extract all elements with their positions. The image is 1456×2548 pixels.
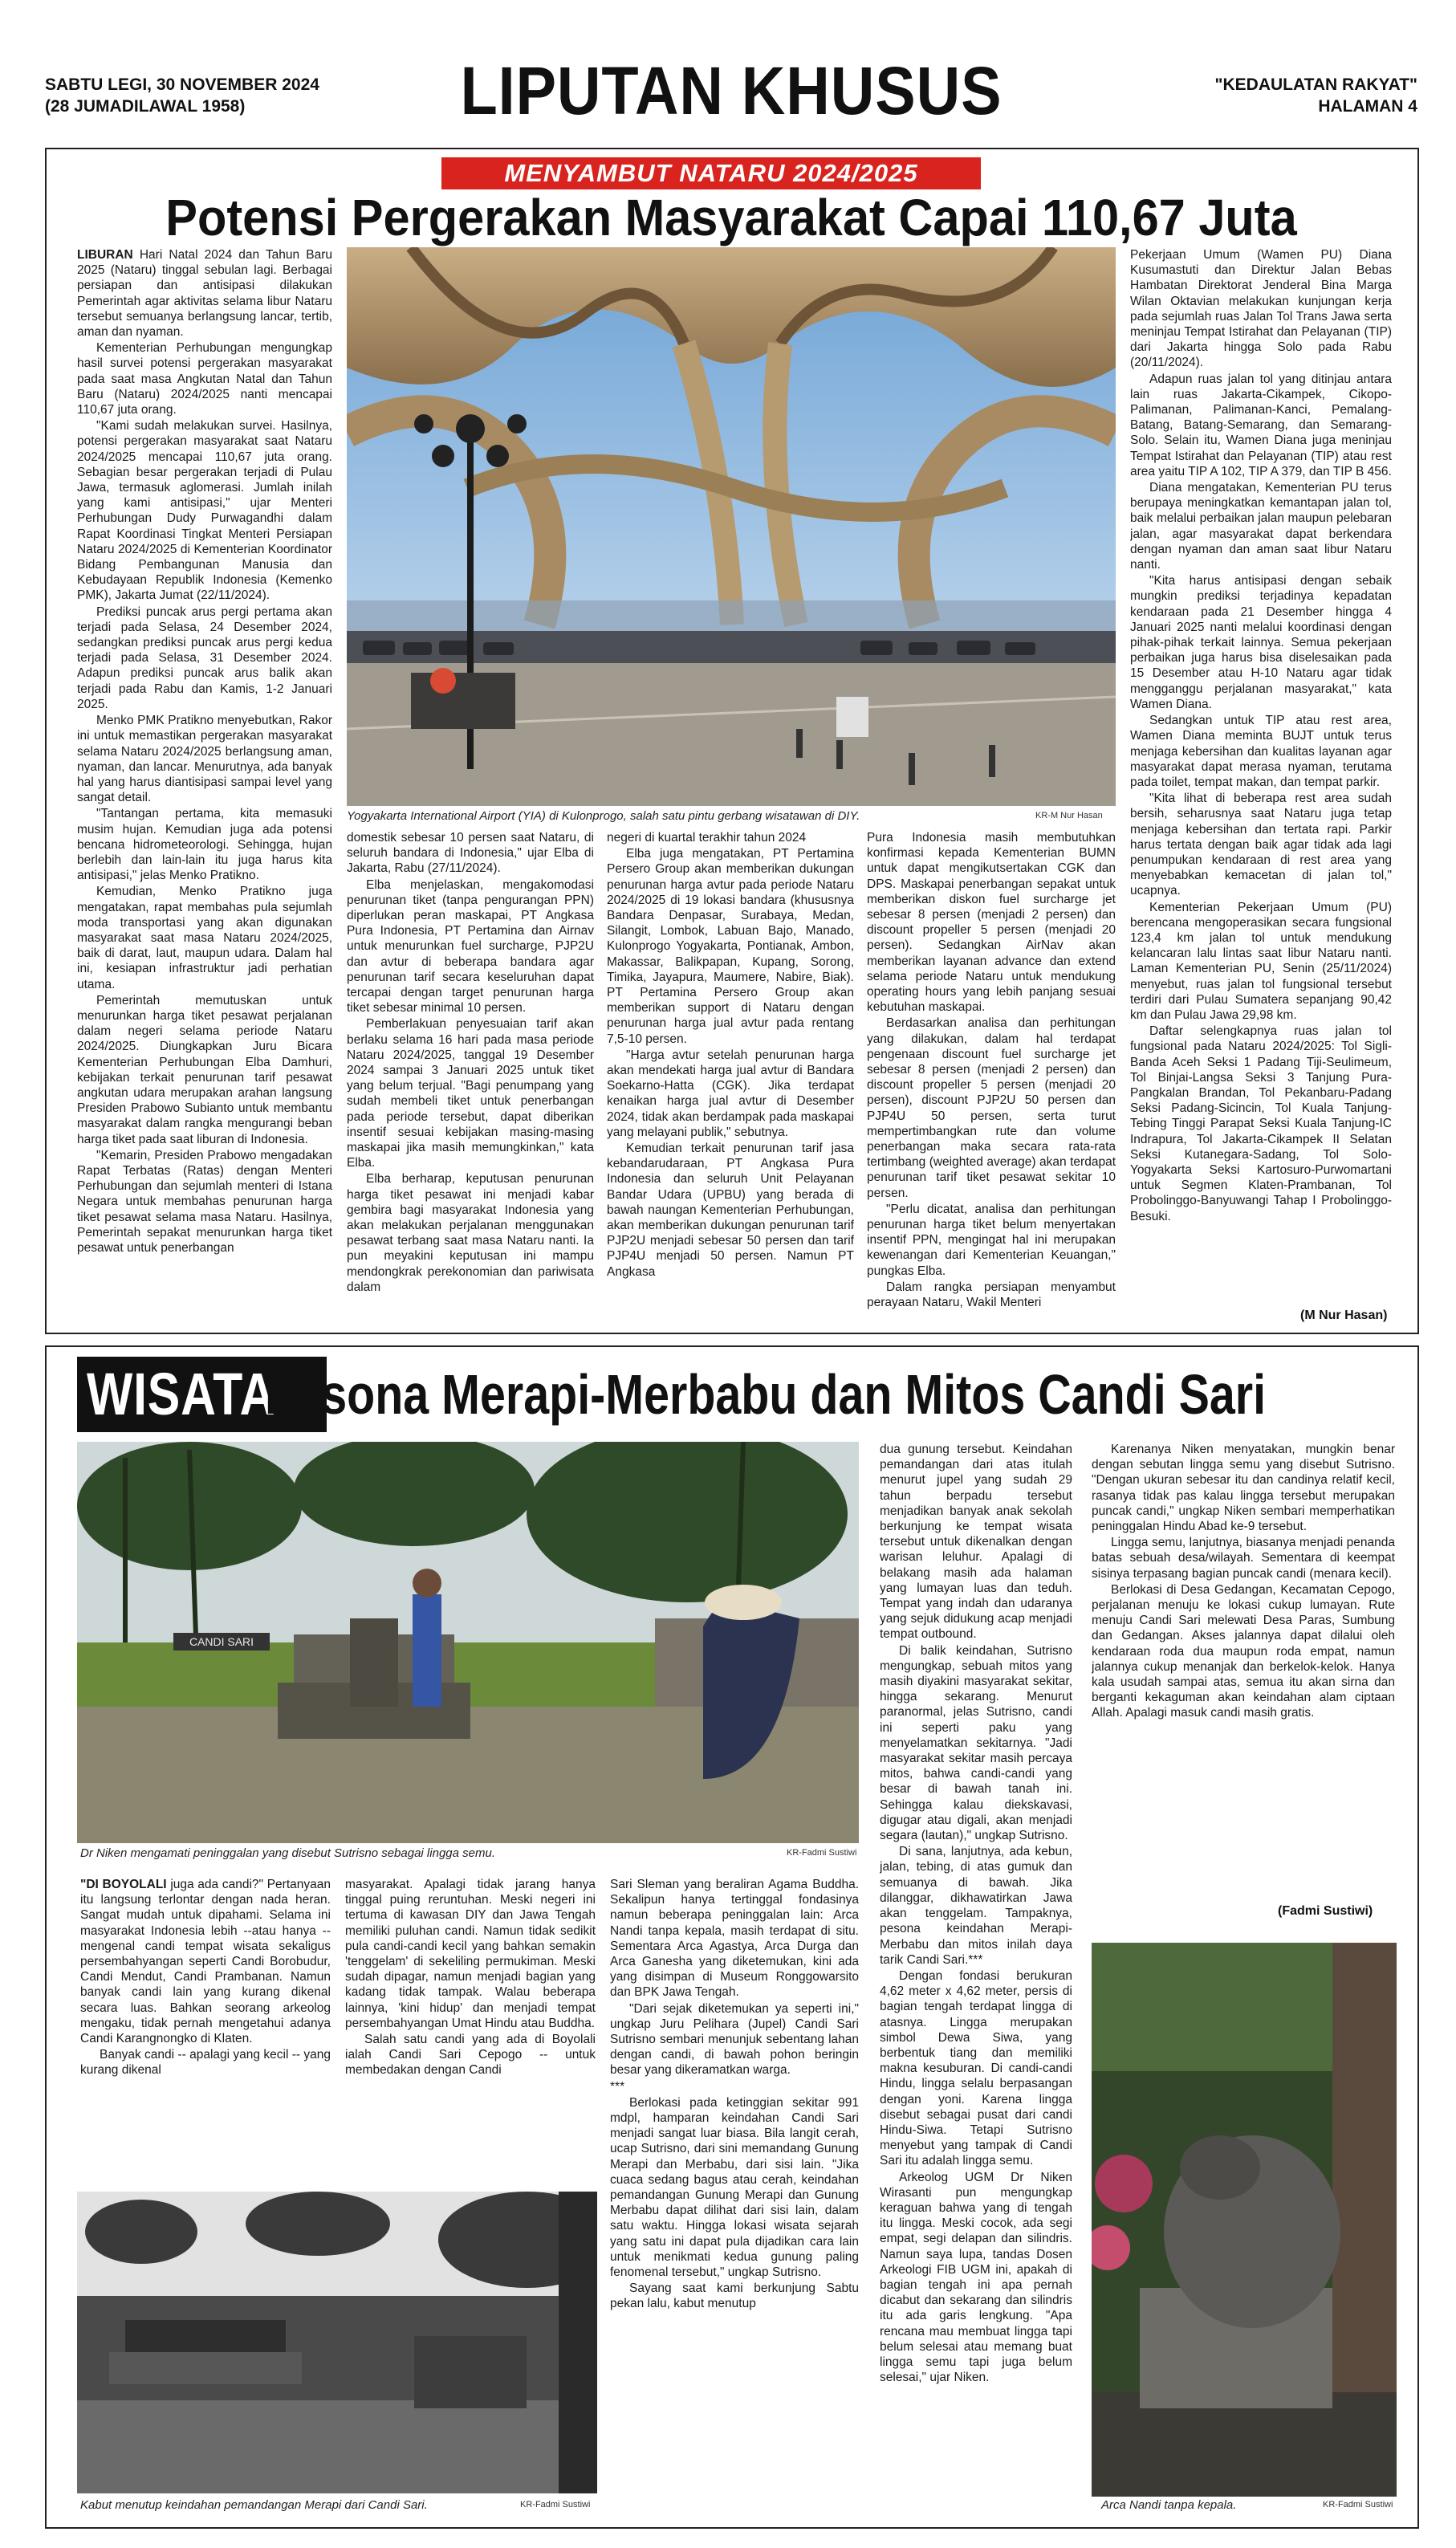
article2-paragraph: Dengan fondasi berukuran 4,62 meter x 4,62 meter, persis di bagian tengah terdapat lingga di atasnya. Lingga merupakan simbol Dewa Siwa, yang berbentuk tiang dan memiliki makna kesuburan. Di candi-candi Hindu, lingga selalu berpasangan dengan yoni. Karena lingga disebut sebagai pusat dari candi Hindu-Siwa. Tetapi Sutrisno menyebut yang tampak di Candi Sari itu adalah lingga semu. <box>880 1968 1072 2168</box>
airport-photo <box>347 247 1116 806</box>
article2-paragraph: Di balik keindahan, Sutrisno mengungkap, sebuah mitos yang masih diyakini masyarakat sekitar, hingga sekarang. Menurut paranormal, jelas Sutrisno, candi ini seperti paku yang menyelamatkan sekitarnya. "Jadi masyarakat sekitar masih percaya mitos, bahwa candi-candi yang besar di bawah tanah ini. Sehingga kalau diekskavasi, digugar atau digali, akan menjadi segara (lautan)," ungkap Sutrisno. <box>880 1643 1072 1843</box>
article2-paragraph: masyarakat. Apalagi tidak jarang hanya tinggal puing reruntuhan. Meski negeri ini tertuma di kawasan DIY dan Jawa Tengah memiliki puluhan candi. Namun tidak sedikit pula candi-candi kecil yang bahkan semakin 'tenggelam' di sekeliling permukiman. Meski sudah dipagar, namun menjadi bagian yang kadang tidak tampak. Walau beberapa lainnya, 'kini hidup' dan menjadi tempat persembahyangan Umat Hindu atau Buddha. <box>345 1878 596 2030</box>
candi-sari-sign: CANDI SARI <box>189 1635 254 1648</box>
section-title: LIPUTAN KHUSUS <box>460 53 1003 128</box>
arca-nandi-photo <box>1092 1943 1397 2497</box>
article1-paragraph: Dalam rangka persiapan menyambut perayaan Nataru, Wakil Menteri <box>867 1280 1116 1310</box>
article1-paragraph: Kemudian, Menko Pratikno juga mengatakan, rapat membahas pula sejumlah moda transportasi yang akan digunakan masyarakat saat masa Nataru 2024/2025, baik di darat, laut, maupun udara. Dalam hal ini, kesiapan infrastruktur jadi perhatian utama. <box>77 885 332 991</box>
arca-nandi-credit: KR-Fadmi Sustiwi <box>1323 2500 1393 2509</box>
candi-sari-illustration <box>77 1442 859 1843</box>
article1-paragraph: Elba menjelaskan, mengakomodasi penurunan tiket (tanpa pengurangan PPN) diperlukan peran maskapai, PT Angkasa Pura Indonesia, PT Pertamina dan Airnav untuk menurunkan fuel surcharge, PJP2U dan avtur di beberapa bandara agar penurunan tarif secara keseluruhan dapat tercapai dengan target penurunan harga tiket sebesar minimal 10 persen. <box>347 877 594 1016</box>
article1-paragraph: "Kami sudah melakukan survei. Hasilnya, potensi pergerakan masyarakat saat Nataru 2024/2025 mencapai 110,67 juta orang. Sebagian besar pergerakan terjadi di Pulau Jawa, termasuk aglomerasi. Jumlah inilah yang kami antisipasi," ujar Menteri Perhubungan Dudy Purwagandhi dalam Rapat Koordinasi Tingkat Menteri Persiapan Nataru 2024/2025 di Kementerian Koordinator Bidang Pembangunan Manusia dan Kebudayaan Republik Indonesia (Kemenko PMK), Jakarta Jumat (22/11/2024). <box>77 419 332 603</box>
airport-photo-credit: KR-M Nur Hasan <box>1035 811 1103 820</box>
candi-sari-photo <box>77 1442 859 1843</box>
article2-paragraph: Lingga semu, lanjutnya, biasanya menjadi penanda batas sebuah desa/wilayah. Sementara di keempat sisinya terpasang bagian puncak candi (menara kecil). <box>1092 1536 1395 1581</box>
article2-paragraph: "Dari sejak diketemukan ya seperti ini," ungkap Juru Pelihara (Jupel) Candi Sari Sutrisno sembari menunjuk sebentang lahan dengan candi, di bawah pohon beringin besar yang dikeramatkan warga. <box>610 2001 859 2078</box>
article2-paragraph: Sari Sleman yang beraliran Agama Buddha. Sekalipun hanya tertinggal fondasinya namun beberapa peninggalan lain: Arca Nandi tanpa kepala, masih terdapat di situ. Sementara Arca Agastya, Arca Durga dan Arca Ganesha yang diketemukan, kini ada yang disimpan di Museum Ronggowarsito dan BPK Jawa Tengah. <box>610 1878 859 2000</box>
article2-paragraph: Banyak candi -- apalagi yang kecil -- yang kurang dikenal <box>80 2048 331 2078</box>
article1-paragraph: Prediksi puncak arus pergi pertama akan terjadi pada Selasa, 24 Desember 2024, sedangkan prediksi puncak arus pergi kedua terjadi pada Selasa, 31 Desember 2024. Adapun prediksi puncak arus balik akan terjadi pada Rabu dan Kamis, 1-2 Januari 2025. <box>77 604 332 711</box>
article2-paragraph: Berlokasi pada ketinggian sekitar 991 mdpl, hamparan keindahan Candi Sari menjadi sangat luar biasa. Bila langit cerah, ucap Sutrisno, dari sini memandang Gunung Merapi dan Merbabu, dari sisi lain. "Jika cuaca sedang bagus atau cerah, keindahan pemandangan Gunung Merapi dan Gunung Merbabu dapat dilihat dari sisi lain, dalam satu waktu. Hingga lokasi wisata sejarah yang satu ini dapat pula dijadikan cara lain untuk menikmati kedua gunung paling fenomenal tersebut," ungkap Sutrisno. <box>610 2095 859 2280</box>
article1-paragraph: "Perlu dicatat, analisa dan perhitungan penurunan harga tiket belum menyertakan insentif PPN, mengingat hal ini merupakan kewenangan dari Kementerian Keuangan," pungkas Elba. <box>867 1202 1116 1278</box>
article-kicker: MENYAMBUT NATARU 2024/2025 <box>441 157 981 189</box>
article1-paragraph: "Kita harus antisipasi dengan sebaik mungkin prediksi terjadinya kepadatan kendaraan pada 21 Desember hingga 4 Januari 2025 nanti melalui koordinasi dengan pihak-pihak terkait lainnya. Semua pekerjaan perbaikan juga harus bisa diselesaikan pada 15 Desember atau H-10 Nataru agar tidak mengganggu perjalanan masyarakat," kata Wamen Diana. <box>1130 574 1392 711</box>
article1-paragraph: Adapun ruas jalan tol yang ditinjau antara lain ruas Jakarta-Cikampek, Cikopo-Palimanan, Palimanan-Kanci, Pemalang-Batang, Batang-Semarang, dan Semarang-Solo. Selain itu, Wamen Diana juga meninjau Tempat Istirahat dan Pelayanan (TIP) atau rest area yaitu TIP A 102, TIP A 379, dan TIP B 456. <box>1130 372 1392 478</box>
airport-photo-caption: Yogyakarta International Airport (YIA) di Kulonprogo, salah satu pintu gerbang wisatawan di DIY. <box>347 809 860 823</box>
article1-column-4 <box>867 830 1116 1328</box>
article1-byline: (M Nur Hasan) <box>1300 1309 1388 1322</box>
article2-column-3 <box>610 1877 859 2511</box>
date-line: SABTU LEGI, 30 NOVEMBER 2024 <box>45 75 319 94</box>
article1-paragraph: "Tantangan pertama, kita memasuki musim hujan. Kemudian juga ada potensi bencana hidrometeorologi. Sehingga, hujan berlebih dan lain-lain itu juga harus kita antisipasi," jelas Menko Pratikno. <box>77 807 332 883</box>
airport-canopy-illustration <box>347 247 1116 806</box>
paper-name: "KEDAULATAN RAKYAT" <box>1214 75 1417 94</box>
article2-paragraph: Di sana, lanjutnya, ada kebun, jalan, tebing, di atas gumuk dan semuanya di bawah. Jika dilanggar, dikhawatirkan Jawa akan tenggelam. Tampaknya, pesona keindahan Merapi-Merbabu dan mitos inilah daya tarik Candi Sari.*** <box>880 1845 1072 1967</box>
kabut-photo-credit: KR-Fadmi Sustiwi <box>520 2500 591 2509</box>
article1-column-5 <box>1130 247 1392 1307</box>
article2-separator: *** <box>610 2079 625 2094</box>
kabut-merapi-illustration <box>77 2192 597 2493</box>
lead-word: "DI BOYOLALI <box>80 1878 167 1891</box>
article2-column-5 <box>1092 1442 1395 1899</box>
article2-paragraph: Salah satu candi yang ada di Boyolali ialah Candi Sari Cepogo -- untuk membedakan dengan Candi <box>345 2033 596 2078</box>
article1-paragraph: Diana mengatakan, Kementerian PU terus berupaya meningkatkan kemantapan jalan tol, baik melalui perbaikan jalan maupun pelebaran jalan, agar masyarakat dapat berkendara dengan nyaman dan aman saat libur Nataru nanti. <box>1130 481 1392 572</box>
article2-column-2 <box>345 1877 596 2182</box>
article1-paragraph: "Kemarin, Presiden Prabowo mengadakan Rapat Terbatas (Ratas) dengan Menteri Perhubungan dan sejumlah menteri di Istana Negara untuk membahas penurunan harga tiket pesawat selama masa Nataru. Hasilnya, Pemerintah sepakat menurunkan harga tiket pesawat untuk penerbangan <box>77 1148 332 1255</box>
article2-paragraph: "DI BOYOLALI juga ada candi?" Pertanyaan itu langsung terlontar dengan nada heran. Sangat mudah untuk dipahami. Selama ini masyarakat Indonesia lebih --atau hanya -- mengenal candi tempat wisata sekaligus persembahyangan seperti Candi Borobudur, Candi Mendut, Candi Prambanan. Namun banyak candi lain yang kurang dikenal secara luas. Bahkan seorang arkeolog mengaku, tidak pernah mengetahui adanya Candi Karangnongko di Klaten. <box>80 1878 331 2046</box>
wisata-label: WISATA <box>77 1357 327 1432</box>
paper-block <box>1215 74 1417 117</box>
article-headline: Potensi Pergerakan Masyarakat Capai 110,67 Juta <box>165 189 1297 246</box>
article1-paragraph: Pura Indonesia masih membutuhkan konfirmasi kepada Kementerian BUMN untuk dapat mengikutsertakan CGK dan DPS. Maskapai penerbangan sepakat untuk memberikan diskon fuel surcharge jet sebesar 8 persen (menjadi 2 persen) dan discount propeller 5 persen (menjadi 20 persen). Sedangkan AirNav akan memberikan layanan advance dan extend selama periode Nataru untuk mendukung operating hours yang lebih panjang sesuai kebutuhan maskapai. <box>867 831 1116 1015</box>
article1-paragraph: Elba berharap, keputusan penurunan harga tiket pesawat ini menjadi kabar gembira bagi masyarakat Indonesia yang akan melakukan perjalanan menggunakan pesawat terbang saat masa Nataru nanti. Ia pun meyakini keputusan ini mampu mendongkrak perekonomian dan pariwisata dalam <box>347 1172 594 1294</box>
article2-paragraph: Sayang saat kami berkunjung Sabtu pekan lalu, kabut menutup <box>610 2281 859 2311</box>
article1-paragraph: Berdasarkan analisa dan perhitungan yang dilakukan, dalam hal terdapat pengenaan discount fuel surcharge jet sebesar 8 persen (menjadi 2 persen) dan discount propeller 5 persen (menjadi 20 persen), discount PJP2U 50 persen dan PJP4U 50 persen, serta turut mempertimbangkan rute dan volume penerbangan maka secara rata-rata tertimbang (weighted average) akan terdapat penurunan tarif tiket pesawat sekitar 10 persen. <box>867 1016 1116 1200</box>
article1-paragraph: Kemudian terkait penurunan tarif jasa kebandarudaraan, PT Angkasa Pura Indonesia dan seluruh Unit Pelayanan Bandar Udara (UPBU) yang berada di bawah naungan Kementerian Perhubungan, akan memberikan dukungan penurunan tarif PJP2U menjadi sebesar 50 persen dan tarif PJP4U menjadi 50 persen. Namun PT Angkasa <box>607 1142 854 1279</box>
article1-column-3 <box>607 830 854 1328</box>
hijri-date-line: (28 JUMADILAWAL 1958) <box>45 97 246 116</box>
article1-paragraph: LIBURAN Hari Natal 2024 dan Tahun Baru 2025 (Nataru) tinggal sebulan lagi. Berbagai persiapan dan antisipasi dilakukan Pemerintah agar aktivitas selama libur Nataru tersebut semuanya berlangsung lancar, tertib, aman dan nyaman. <box>77 248 332 340</box>
article1-paragraph: Pemerintah memutuskan untuk menurunkan harga tiket pesawat perjalanan dalam negeri selama periode Nataru 2024/2025. Diungkapkan Juru Bicara Kementerian Perhubungan Elba Damhuri, kebijakan terkait penurunan tarif pesawat angkutan udara merupakan arahan langsung Presiden Prabowo Subianto untuk membantu masyarakat dalam rangka mengurangi beban harga tiket pada saat liburan di Indonesia. <box>77 993 332 1146</box>
article1-column-1 <box>77 247 332 1328</box>
article2-paragraph: Berlokasi di Desa Gedangan, Kecamatan Cepogo, perjalanan menuju ke lokasi cukup lumayan. Rute menuju Candi Sari melewati Desa Paras, Sumbung dan Gedangan. Akses jalannya dapat dilalui oleh kendaraan roda dua maupun roda empat, namun jalannya cukup menanjak dan berkelok-kelok. Hanya kala usudah sampai atas, semua itu akan sirna dan berganti kekaguman akan keindahan alam ciptaan Allah. Apalagi masuk candi masih gratis. <box>1092 1582 1395 1720</box>
article2-paragraph: Karenanya Niken menyatakan, mungkin benar dengan sebutan lingga semu yang disebut Sutrisno. "Dengan ukuran sebesar itu dan candinya relatif kecil, rasanya tidak pas kalau lingga tersebut merupakan puncak candi," ungkap Niken sembari memperhatikan peninggalan Hindu Abad ke-9 tersebut. <box>1092 1443 1395 1534</box>
article1-paragraph: domestik sebesar 10 persen saat Nataru, di seluruh bandara di Indonesia," ujar Elba di Jakarta, Rabu (27/11/2024). <box>347 831 594 876</box>
candi-sari-photo-caption: Dr Niken mengamati peninggalan yang disebut Sutrisno sebagai lingga semu. <box>80 1846 495 1860</box>
article1-paragraph: "Kita lihat di beberapa rest area sudah bersih, seharusnya saat Nataru juga tetap menjaga kebersihan dan tertata rapi. Parkir harus tertata dengan baik agar tidak ada lagi penumpukan kendaraan di rest area yang menyebabkan kemacetan di jalan tol," ucapnya. <box>1130 792 1392 898</box>
article2-byline: (Fadmi Sustiwi) <box>1278 1904 1373 1918</box>
article1-paragraph: "Harga avtur setelah penurunan harga akan mendekati harga jual avtur di Bandara Soekarno-Hatta (CGK). Jika terdapat kenaikan harga jual avtur di Desember 2024, tidak akan berdampak pada maskapai yang melayani publik," sebutnya. <box>607 1048 854 1139</box>
masthead <box>45 50 1417 127</box>
article1-paragraph: Daftar selengkapnya ruas jalan tol fungsional pada Nataru 2024/2025: Tol Sigli-Banda Aceh Seksi 1 Padang Tiji-Seulimeum, Tol Binjai-Langsa Seksi 3 Tanjung Pura-Pangkalan Brandan, Tol Pekanbaru-Padang Seksi Padang-Sicincin, Tol Kuala Tanjung-Tebing Tinggi Parapat Seksi Kuala Tanjung-IC Indrapura, Tol Jakarta-Cikampek II Selatan Seksi Kutanegara-Sadang, Tol Solo-Yogyakarta Seksi Kartosuro-Purwomartani untuk Segmen Klaten-Prambanan, Tol Probolinggo-Banyuwangi Tahap I Probolinggo-Besuki. <box>1130 1024 1392 1223</box>
article1-paragraph: Pekerjaan Umum (Wamen PU) Diana Kusumastuti dan Direktur Jalan Bebas Hambatan Direktorat Jenderal Bina Marga Wilan Oktavian melakukan kunjungan kerja pada sejumlah ruas Jalan Tol Trans Jawa serta meninjau Tempat Istirahat dan Pelayanan (TIP) dari Jakarta hingga Solo pada Rabu (20/11/2024). <box>1130 248 1392 370</box>
article1-paragraph: Elba juga mengatakan, PT Pertamina Persero Group akan memberikan dukungan penurunan harga avtur pada periode Nataru 2024/2025 di 19 lokasi bandara (khususnya Bandara Denpasar, Surabaya, Medan, Silangit, Lombok, Labuan Bajo, Manado, Kulonprogo Yogyakarta, Pontianak, Ambon, Makassar, Balikpapan, Kupang, Sorong, Timika, Jayapura, Maumere, Nabire, Biak). PT Pertamina Persero Group akan memberikan support di Nataru dengan penurunan harga jual avtur pada rentang 7,5-10 persen. <box>607 847 854 1046</box>
article2-paragraph: dua gunung tersebut. Keindahan pemandangan dari atas itulah menurut jupel yang sudah 29 tahun berpadu tersebut menjadikan banyak anak sekolah berkunjung ke tempat wisata tersebut untuk dikenalkan dengan warisan leluhur. Apalagi di belakang masih ada halaman yang lumayan luas dan teduh. Tempat yang indah dan udaranya yang sejuk didukung acap menjadi tempat outbound. <box>880 1443 1072 1642</box>
article1-paragraph: negeri di kuartal terakhir tahun 2024 <box>607 831 807 845</box>
article1-paragraph: Sedangkan untuk TIP atau rest area, Wamen Diana meminta BUJT untuk terus menjaga kebersihan dan kualitas layanan agar masyarakat dapat merasa nyaman, terutama pada toilet, tempat makan, dan tempat parkir. <box>1130 714 1392 789</box>
arca-nandi-caption: Arca Nandi tanpa kepala. <box>1101 2498 1237 2512</box>
article2-column-4 <box>880 1442 1072 2509</box>
candi-sari-photo-credit: KR-Fadmi Sustiwi <box>787 1848 857 1858</box>
article1-column-2 <box>347 830 594 1328</box>
article2-column-1 <box>80 1877 331 2182</box>
page-number: HALAMAN 4 <box>1318 97 1417 116</box>
lead-word: LIBURAN <box>77 248 133 262</box>
kabut-merapi-photo <box>77 2192 597 2493</box>
article1-paragraph: Menko PMK Pratikno menyebutkan, Rakor ini untuk memastikan pergerakan masyarakat selama Nataru 2024/2025 berlangsung aman, nyaman, dan lancar. Menurutnya, ada banyak hal yang harus diantisipasi sampai level yang sangat detail. <box>77 714 332 805</box>
article2-paragraph: Arkeolog UGM Dr Niken Wirasanti pun mengungkap keraguan bahwa yang di tengah itu lingga. Meski cocok, ada segi empat, segi delapan dan silindris. Namun saya lupa, tandas Dosen Arkeologi FIB UGM ini, apakah di bagian tengah ini apa pernah dicabut dan sekarang dan silindris itu ada garis lengkung. "Apa rencana mau membuat lingga tapi belum selesai atau memang buat lingga semu tapi juga belum selesai," ujar Niken. <box>880 2170 1072 2385</box>
article2-headline: Pesona Merapi-Merbabu dan Mitos Candi Sari <box>265 1363 1267 1426</box>
article1-paragraph: Kementerian Pekerjaan Umum (PU) berencana mengoperasikan secara fungsional 123,4 km jalan tol untuk mendukung kelancaran lalu lintas saat libur Nataru nanti. Laman Kementerian PU, Senin (25/11/2024) menyebut, ruas jalan tol fungsional tersebut terdiri dari Pulau Sumatera sepanjang 90,42 km dan Pulau Jawa 29,98 km. <box>1130 900 1392 1022</box>
article1-paragraph: Kementerian Perhubungan mengungkap hasil survei potensi pergerakan masyarakat pada saat masa Angkutan Natal dan Tahun Baru (Nataru) 2024/2025 nanti mencapai 110,67 juta orang. <box>77 341 332 417</box>
kabut-photo-caption: Kabut menutup keindahan pemandangan Merapi dari Candi Sari. <box>80 2498 428 2512</box>
arca-nandi-illustration <box>1092 1943 1397 2497</box>
article1-paragraph: Pemberlakuan penyesuaian tarif akan berlaku selama 16 hari pada masa periode Nataru 2024/2025, tanggal 19 Desember 2024 sampai 3 Januari 2025 untuk tiket yang belum terjual. "Bagi penumpang yang sudah membeli tiket untuk penerbangan pada periode tersebut, dapat diberikan insentif sesuai kebijakan masing-masing maskapai jika masih memungkinkan," kata Elba. <box>347 1017 594 1170</box>
